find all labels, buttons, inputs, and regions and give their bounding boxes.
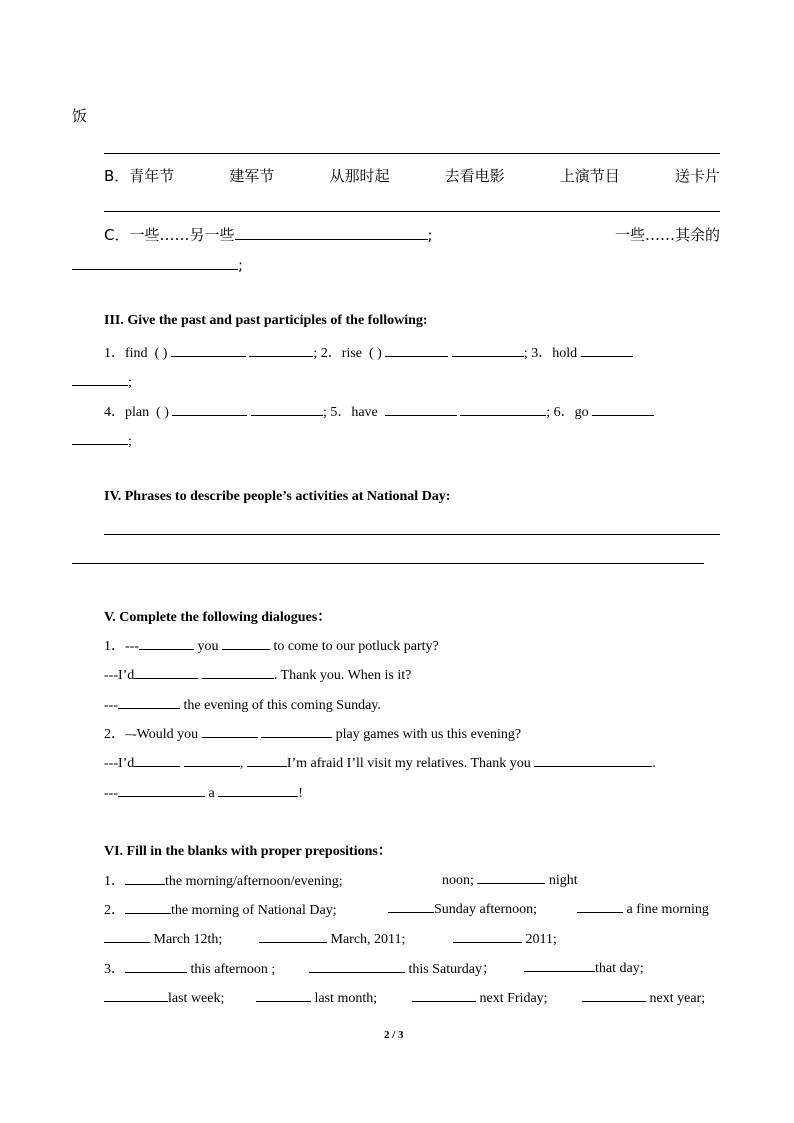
answer-blank[interactable] — [249, 343, 313, 357]
section-6-row-2c: a fine morning — [577, 899, 709, 918]
answer-blank[interactable] — [581, 343, 633, 357]
section-c-item-2: 一些……其余的 — [614, 226, 720, 244]
answer-blank[interactable] — [171, 343, 246, 357]
answer-blank[interactable] — [118, 783, 205, 797]
section-b-item-1: B．青年节 — [104, 167, 175, 185]
answer-blank[interactable] — [72, 372, 128, 386]
dialogue-1-line-3: --- the evening of this coming Sunday. — [104, 695, 381, 714]
answer-blank[interactable] — [172, 402, 247, 416]
answer-blank[interactable] — [134, 753, 180, 767]
answer-blank[interactable] — [202, 724, 258, 738]
section-6-row-3a: March 12th; — [104, 929, 222, 948]
section-b-item-6: 送卡片 — [674, 167, 720, 185]
answer-blank[interactable] — [125, 900, 171, 914]
answer-blank[interactable] — [452, 343, 524, 357]
answer-line[interactable] — [104, 534, 720, 535]
section-b-item-3: 从那时起 — [329, 167, 390, 185]
answer-blank[interactable] — [453, 929, 522, 943]
section-3-line-2-cont: ; — [72, 431, 132, 450]
answer-blank[interactable] — [412, 988, 476, 1002]
answer-blank[interactable] — [582, 988, 646, 1002]
section-3-line-1-cont: ; — [72, 372, 132, 391]
section-6-row-3c: 2011; — [453, 929, 557, 948]
answer-blank[interactable] — [259, 929, 327, 943]
section-4-heading: IV. Phrases to describe people’s activities at National Day: — [104, 489, 451, 504]
answer-blank[interactable] — [388, 899, 434, 913]
section-6-row-1b: noon; night — [442, 870, 578, 889]
dialogue-2-line-1: 2．–-Would you play games with us this evening? — [104, 723, 521, 743]
answer-blank[interactable] — [104, 988, 168, 1002]
section-6-heading: VI. Fill in the blanks with proper prepositions： — [104, 844, 392, 859]
answer-blank[interactable] — [592, 402, 654, 416]
section-6-row-2b: Sunday afternoon; — [388, 899, 537, 918]
section-6-row-2: 2． the morning of National Day; — [104, 899, 337, 919]
answer-blank[interactable] — [235, 226, 428, 240]
answer-blank[interactable] — [385, 343, 448, 357]
section-6-row-5c: next Friday; — [412, 988, 548, 1007]
section-b-item-5: 上演节目 — [559, 167, 620, 185]
answer-blank[interactable] — [72, 431, 128, 445]
answer-blank[interactable] — [534, 753, 652, 767]
section-c-item-1: C．一些……另一些 ; — [104, 226, 433, 244]
section-6-row-4a: 3． this afternoon ; — [104, 958, 275, 978]
dialogue-1-line-1: 1．--- you to come to our potluck party? — [104, 635, 439, 655]
section-3-line-2: 4．plan ( ) ; 5．have ; 6．go — [104, 401, 654, 421]
answer-blank[interactable] — [460, 402, 546, 416]
section-6-row-3b: March, 2011; — [259, 929, 405, 948]
answer-blank[interactable] — [247, 753, 287, 767]
answer-blank[interactable] — [477, 870, 545, 884]
section-3-line-1: 1．find ( ) ; 2．rise ( ) ; 3．hold — [104, 342, 633, 362]
dialogue-1-line-2: ---I’d . Thank you. When is it? — [104, 665, 411, 684]
answer-blank[interactable] — [125, 871, 165, 885]
answer-blank[interactable] — [577, 899, 623, 913]
answer-blank[interactable] — [125, 959, 187, 973]
section-6-row-4c: that day; — [524, 958, 644, 977]
section-3-heading: III. Give the past and past participles of the following: — [104, 313, 428, 328]
answer-blank[interactable] — [202, 665, 274, 679]
answer-blank[interactable] — [385, 402, 457, 416]
section-b-item-4: 去看电影 — [444, 167, 505, 185]
answer-blank[interactable] — [309, 959, 405, 973]
section-b-item-2: 建军节 — [229, 167, 275, 185]
section-6-row-1a: 1． the morning/afternoon/evening; — [104, 870, 343, 890]
section-6-row-5a: last week; — [104, 988, 224, 1007]
section-b-row — [104, 165, 720, 186]
answer-blank[interactable] — [222, 636, 270, 650]
page-number: 2 / 3 — [384, 1029, 404, 1041]
answer-blank[interactable] — [134, 665, 198, 679]
answer-blank[interactable] — [261, 724, 332, 738]
answer-line — [104, 211, 720, 212]
section-6-row-4b: this Saturday； — [309, 958, 496, 978]
answer-blank[interactable] — [524, 958, 595, 972]
section-6-row-5b: last month; — [256, 988, 377, 1007]
answer-blank[interactable] — [72, 256, 238, 270]
answer-blank[interactable] — [218, 783, 298, 797]
dialogue-2-line-3: --- a ! — [104, 783, 303, 802]
section-c-continuation: ; — [72, 256, 243, 274]
answer-blank[interactable] — [118, 695, 180, 709]
top-character: 饭 — [72, 107, 88, 125]
section-6-row-5d: next year; — [582, 988, 705, 1007]
answer-blank[interactable] — [139, 636, 194, 650]
answer-blank[interactable] — [104, 929, 150, 943]
answer-blank[interactable] — [251, 402, 323, 416]
answer-blank[interactable] — [184, 753, 240, 767]
dialogue-2-line-2: ---I’d , I’m afraid I’ll visit my relatives. Thank you . — [104, 753, 656, 772]
section-5-heading: V. Complete the following dialogues： — [104, 610, 332, 625]
answer-line — [104, 153, 720, 154]
answer-line[interactable] — [72, 563, 704, 564]
answer-blank[interactable] — [256, 988, 311, 1002]
